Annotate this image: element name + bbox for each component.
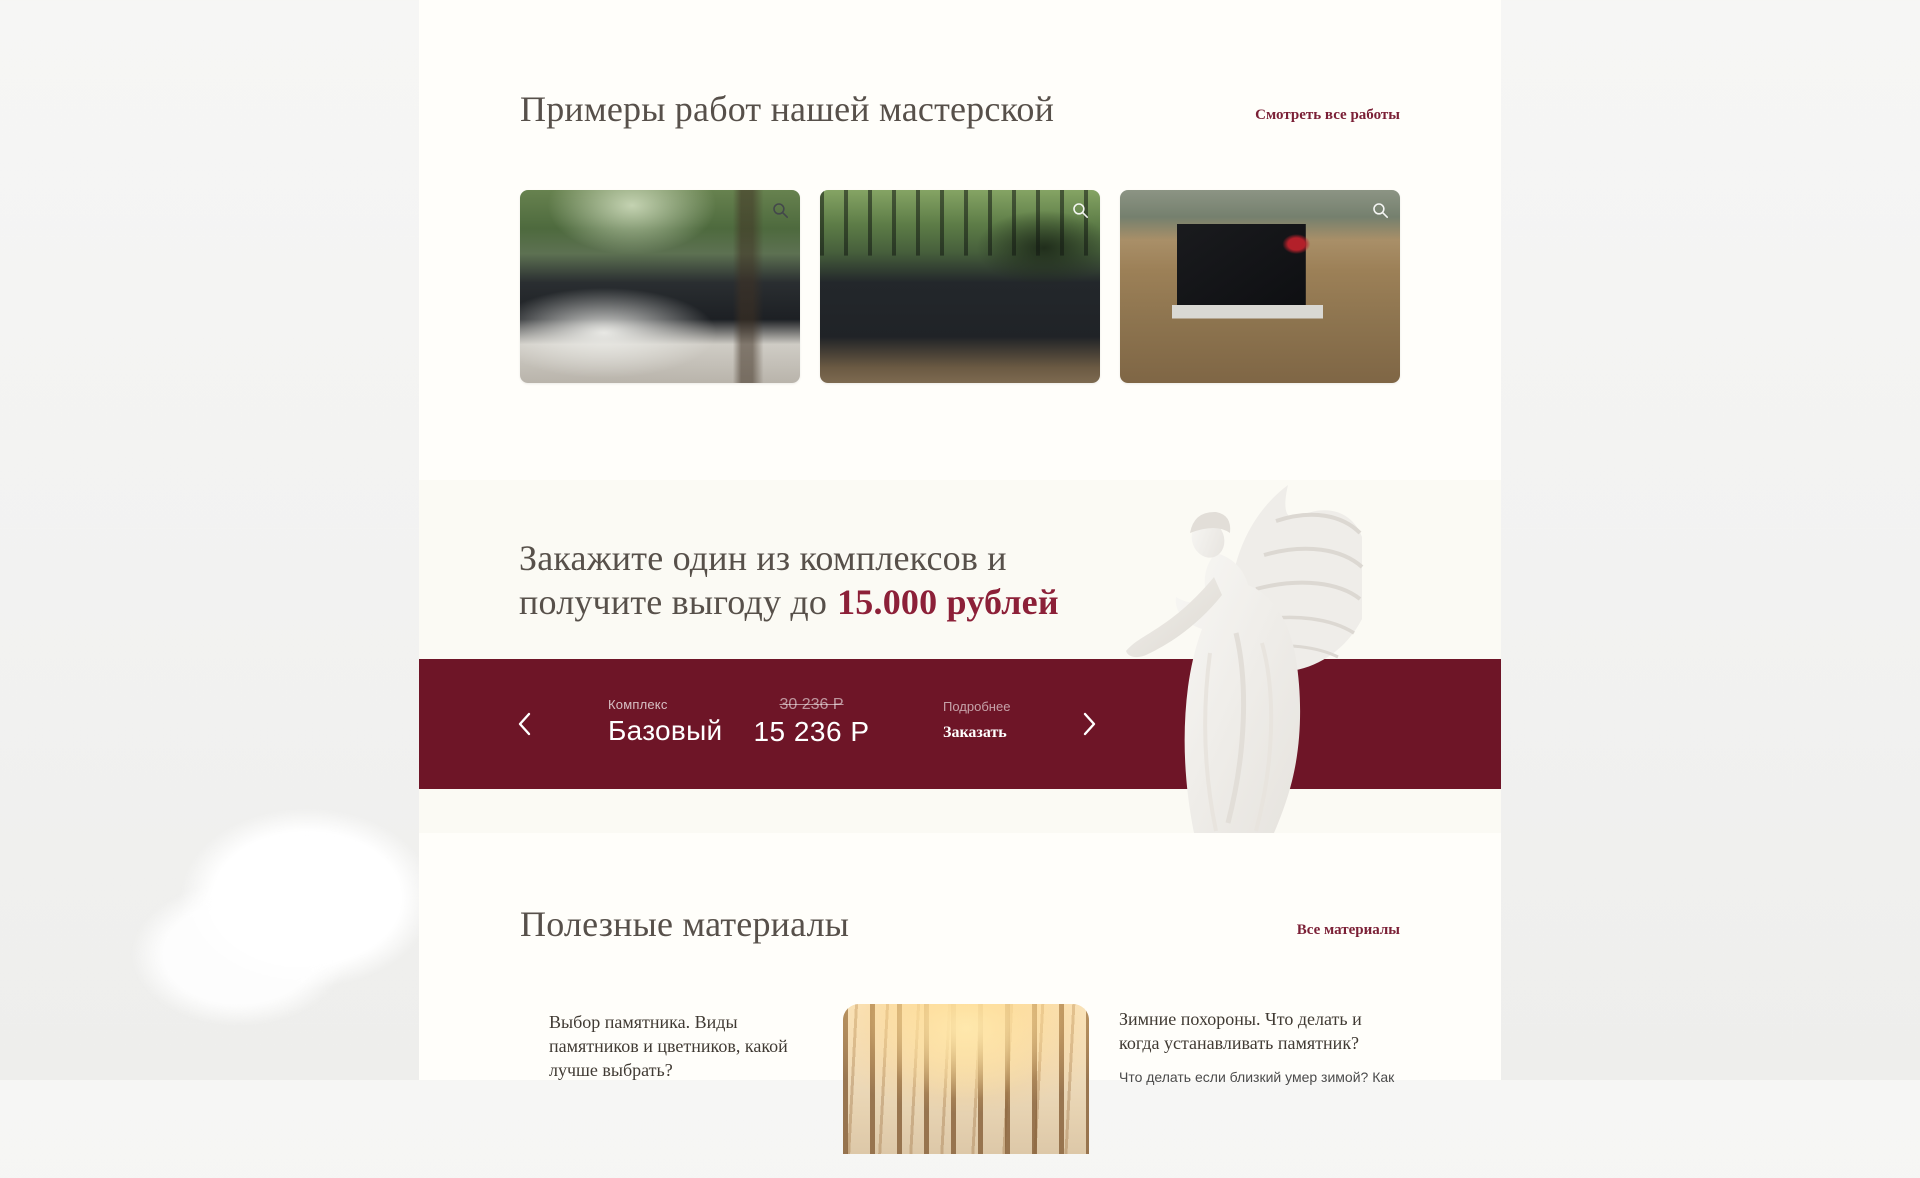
complex-label: Комплекс	[608, 697, 668, 712]
complex-name: Базовый	[608, 715, 723, 746]
work-card-1[interactable]	[520, 190, 800, 383]
carousel-next-button[interactable]	[1074, 659, 1104, 789]
complex-name-block	[608, 697, 722, 747]
promo-heading-line1: Закажите один из комплексов и	[519, 538, 1007, 578]
promo-section	[419, 480, 1501, 833]
materials-section-title: Полезные материалы	[520, 904, 850, 944]
magnifier-icon[interactable]	[1069, 199, 1091, 221]
complex-details-link[interactable]: Подробнее	[943, 699, 1011, 714]
magnifier-icon[interactable]	[769, 199, 791, 221]
work-photo-2	[820, 190, 1100, 383]
complex-price-block	[749, 696, 874, 748]
carousel-prev-button[interactable]	[509, 659, 539, 789]
work-photo-1	[520, 190, 800, 383]
angel-statue-image	[1124, 483, 1364, 833]
articles-row	[520, 998, 1400, 1178]
complex-old-price: 30 236 Р	[779, 696, 844, 713]
complex-order-link[interactable]: Заказать	[943, 724, 1007, 741]
article-card-2-photo[interactable]	[843, 1004, 1089, 1154]
view-all-materials-link[interactable]: Все материалы	[1296, 922, 1400, 938]
complex-links-block	[943, 699, 1010, 742]
promo-heading-benefit: 15.000 рублей	[837, 582, 1059, 622]
background-petal-decoration	[120, 800, 460, 1080]
article-excerpt: Что делать если близкий умер зимой? Как	[1119, 1069, 1395, 1085]
article-title: Зимние похороны. Что делать и когда устанавливать памятник?	[1119, 1009, 1362, 1053]
materials-section	[520, 905, 1400, 1178]
examples-section	[520, 0, 1400, 383]
article-card-1[interactable]	[549, 1010, 799, 1082]
examples-section-title: Примеры работ нашей мастерской	[520, 89, 1055, 129]
article-card-3[interactable]	[1119, 1007, 1399, 1087]
works-gallery	[520, 190, 1400, 383]
page-content	[419, 0, 1501, 1085]
work-card-3[interactable]	[1120, 190, 1400, 383]
materials-section-header	[520, 905, 1400, 943]
chevron-left-icon	[518, 712, 531, 736]
promo-heading-line2: получите выгоду до	[519, 582, 828, 622]
magnifier-icon[interactable]	[1369, 199, 1391, 221]
view-all-works-link[interactable]: Смотреть все работы	[1255, 107, 1400, 123]
examples-section-header	[520, 90, 1400, 128]
complex-price: 15 236 Р	[753, 716, 870, 747]
work-photo-3	[1120, 190, 1400, 383]
chevron-right-icon	[1083, 712, 1096, 736]
article-title: Выбор памятника. Виды памятников и цветников, какой лучше выбрать?	[549, 1012, 788, 1080]
work-card-2[interactable]	[820, 190, 1100, 383]
